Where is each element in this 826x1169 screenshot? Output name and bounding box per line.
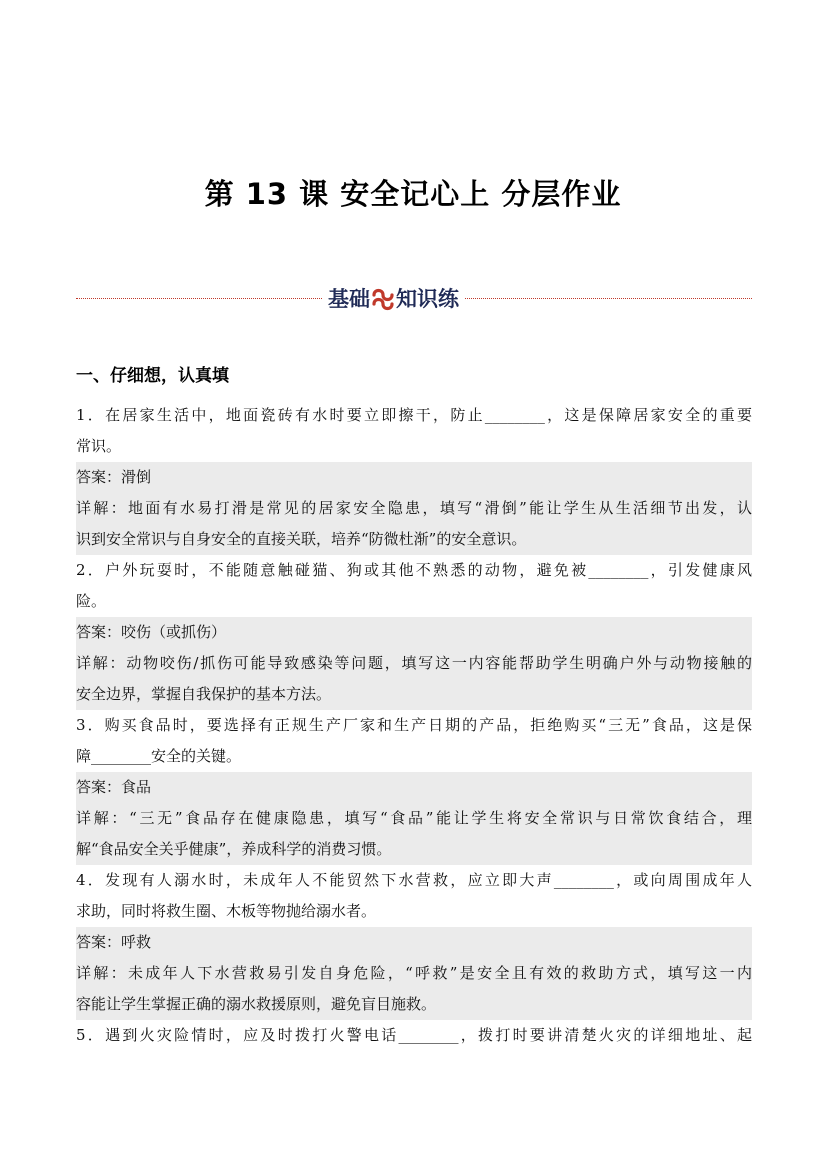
section-banner [76,284,752,314]
answer-block [76,772,752,865]
explanation-line: 安全边界，掌握自我保护的基本方法。 [76,685,332,703]
answer-block [76,617,752,710]
explanation-line: 详解：未成年人下水营救易引发自身危险，“呼救”是安全且有效的救助方式，填写这一内 [76,964,752,982]
banner-badge [322,284,465,314]
section-title: 一、仔细想，认真填 [76,366,229,386]
swirl-link-icon [370,286,396,312]
banner-left-text: 基础 [328,287,370,311]
answer-line: 答案：滑倒 [76,468,152,486]
question-text [76,865,752,927]
question-list [76,400,752,1051]
explanation-line: 解“食品安全关乎健康”，养成科学的消费习惯。 [76,840,392,858]
explanation-line: 识到安全常识与自身安全的直接关联，培养“防微杜渐”的安全意识。 [76,530,527,548]
explanation-line: 详解：地面有水易打滑是常见的居家安全隐患，填写“滑倒”能让学生从生活细节出发，认 [76,499,752,517]
question-text [76,1020,752,1051]
question-line: 1．在居家生活中，地面瓷砖有水时要立即擦干，防止________，这是保障居家安全的重要 [76,406,752,424]
question-item [76,710,752,865]
answer-line: 答案：咬伤（或抓伤） [76,623,227,641]
question-item [76,555,752,710]
question-item [76,1020,752,1051]
question-text [76,710,752,772]
question-item [76,400,752,555]
question-item [76,865,752,1020]
page-title: 第 13 课 安全记心上 分层作业 [204,177,622,211]
question-line: 4．发现有人溺水时，未成年人不能贸然下水营救，应立即大声________，或向周围成年人 [76,871,752,889]
explanation-line: 详解：“三无”食品存在健康隐患，填写“食品”能让学生将安全常识与日常饮食结合，理 [76,809,752,827]
banner-right-text: 知识练 [396,287,459,311]
question-line: 险。 [76,592,107,610]
explanation-line: 容能让学生掌握正确的溺水救援原则，避免盲目施救。 [76,995,437,1013]
answer-line: 答案：食品 [76,778,152,796]
question-line: 障________安全的关键。 [76,747,242,765]
question-line: 3．购买食品时，要选择有正规生产厂家和生产日期的产品，拒绝购买“三无”食品，这是保 [76,716,752,734]
question-line: 常识。 [76,437,122,455]
question-text [76,400,752,462]
answer-line: 答案：呼救 [76,933,152,951]
question-line: 2．户外玩耍时，不能随意触碰猫、狗或其他不熟悉的动物，避免被________，引发健康风 [76,561,752,579]
question-text [76,555,752,617]
answer-block [76,927,752,1020]
explanation-line: 详解：动物咬伤/抓伤可能导致感染等问题，填写这一内容能帮助学生明确户外与动物接触的 [76,654,752,672]
question-line: 求助，同时将救生圈、木板等物抛给溺水者。 [76,902,377,920]
question-line: 5．遇到火灾险情时，应及时拨打火警电话________，拨打时要讲清楚火灾的详细地址、起 [76,1026,752,1044]
answer-block [76,462,752,555]
